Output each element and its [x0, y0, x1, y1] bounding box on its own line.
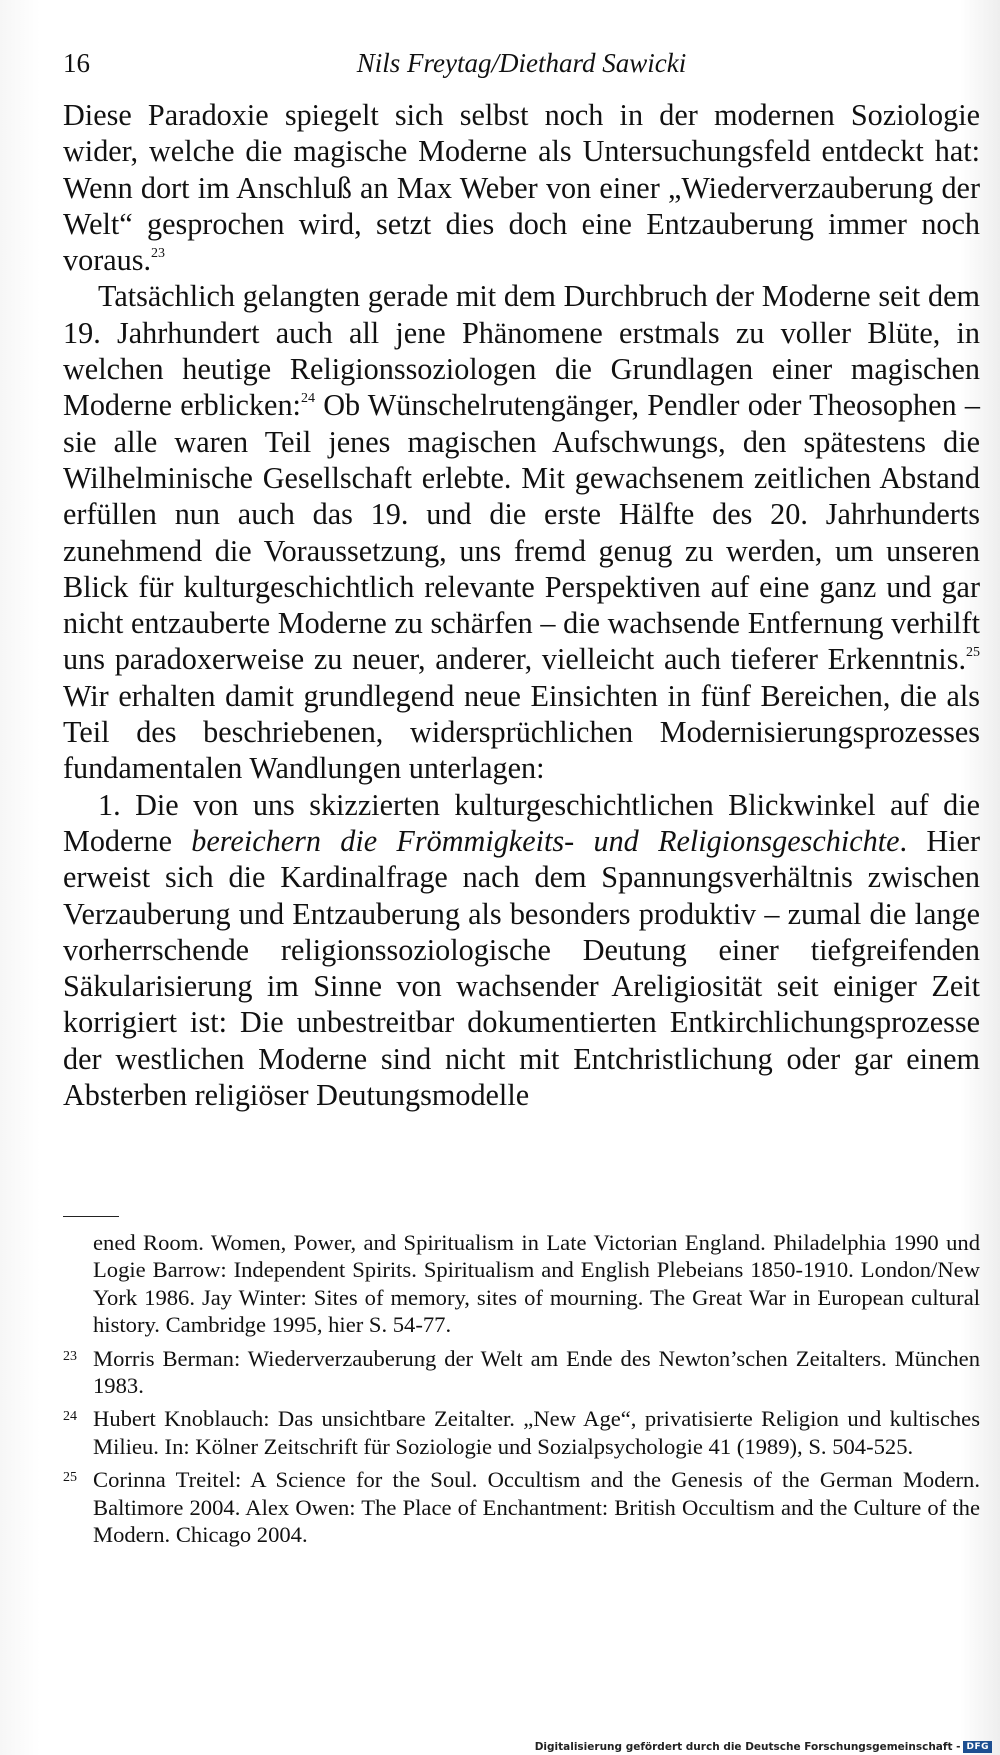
paragraph-3	[63, 787, 980, 1114]
digitization-credit	[535, 1741, 992, 1753]
footnote-text: Corinna Treitel: A Science for the Soul. Occultism and the Genesis of the German Modern. Baltimore 2004. Alex Owen: The Place of Enchantment: British Occultism and the Culture of the Modern. Chicago 2004.	[93, 1467, 980, 1548]
paragraph-3-text-a: 1. Die von uns skizzierten kulturgeschichtlichen Blickwinkel auf die Moderne	[63, 787, 980, 858]
paragraph-1-text: Diese Paradoxie spiegelt sich selbst noch in der modernen Soziologie wider, welche die magische Moderne als Untersuchungsfeld entdeckt hat: Wenn dort im Anschluß an Max Weber von einer „Wiederverzauberung der Welt“ gesprochen wird, setzt dies doch eine Entzauberung immer noch voraus.	[63, 98, 980, 278]
paragraph-3-emphasis: bereichern die Frömmigkeits- und Religionsgeschichte	[191, 823, 900, 858]
page-header	[63, 48, 980, 88]
footnote-divider	[63, 1216, 119, 1217]
paragraph-3-text-b: . Hier erweist sich die Kardinalfrage nach dem Spannungsverhältnis zwischen Verzauberung und Entzauberung als besonders produktiv – zumal die lange vorherrschende religionssoziologische Deutung einer tiefgreifenden Säkularisierung im Sinne von wachsender Areligiosität seit einiger Zeit korrigiert ist: Die unbestreitbar dokumentierten Entkirchlichungsprozesse der westlichen Moderne sind nicht mit Entchristlichung oder gar einem Absterben religiöser Deutungsmodelle	[63, 823, 980, 1113]
paragraph-1	[63, 97, 980, 278]
dfg-logo-icon: DFG	[963, 1741, 992, 1753]
footnote-number: 24	[63, 1409, 77, 1425]
digitization-note: Digitalisierung gefördert durch die Deutsche Forschungsgemeinschaft -	[534, 1741, 961, 1753]
footnote-ref-24: 24	[300, 391, 315, 407]
footnote-ref-23: 23	[151, 246, 166, 262]
main-text	[63, 97, 980, 1113]
footnote-number: 25	[63, 1470, 77, 1486]
page-number: 16	[63, 48, 90, 78]
paragraph-2-text-c: Wir erhalten damit grundlegend neue Einsichten in fünf Bereichen, die als Teil des beschriebenen, widersprüchlichen Modernisierungsprozesses fundamentalen Wandlungen unterlagen:	[63, 678, 980, 786]
footnote-ref-25: 25	[966, 645, 980, 661]
paragraph-2	[63, 278, 980, 786]
footnote-23	[63, 1345, 980, 1400]
paragraph-2-text-b: Ob Wünschelrutengänger, Pendler oder Theosophen – sie alle waren Teil jenes magischen Aufschwungs, den spätestens die Wilhelminische Gesellschaft erlebte. Mit gewachsenem zeitlichen Abstand erfüllen nun auch das 19. und die erste Hälfte des 20. Jahrhunderts zunehmend die Voraussetzung, uns fremd genug zu werden, um unseren Blick für kulturgeschichtlich relevante Perspektiven auf eine ganz und gar nicht entzauberte Moderne zu schärfen – die wachsende Entfernung verhilft uns paradoxerweise zu neuer, anderer, vielleicht auch tieferer Erkenntnis.	[63, 388, 981, 677]
footnote-text: ened Room. Women, Power, and Spiritualism in Late Victorian England. Philadelphia 1990 und Logie Barrow: Independent Spirits. Spiritualism and English Plebeians 1850-1910. London/New York 1986. Jay Winter: Sites of memory, sites of mourning. The Great War in European cultural history. Cambridge 1995, hier S. 54-77.	[93, 1230, 980, 1338]
footnote-number: 23	[63, 1348, 77, 1364]
footnotes	[63, 1229, 980, 1548]
footnote-24	[63, 1405, 980, 1460]
footnote-text: Morris Berman: Wiederverzauberung der Welt am Ende des Newton’schen Zeitalters. München 1983.	[93, 1345, 980, 1399]
running-head: Nils Freytag/Diethard Sawicki	[356, 48, 687, 78]
footnote-continued	[63, 1229, 980, 1339]
footnote-text: Hubert Knoblauch: Das unsichtbare Zeitalter. „New Age“, privatisierte Religion und kultisches Milieu. In: Kölner Zeitschrift für Soziologie und Sozialpsychologie 41 (1989), S. 504-525.	[93, 1406, 980, 1459]
paragraph-2-text-a: Tatsächlich gelangten gerade mit dem Durchbruch der Moderne seit dem 19. Jahrhundert auch all jene Phänomene erstmals zu voller Blüte, in welchen heutige Religionssoziologen die Grundlagen einer magischen Moderne erblicken:	[63, 279, 980, 423]
footnote-25	[63, 1466, 980, 1548]
